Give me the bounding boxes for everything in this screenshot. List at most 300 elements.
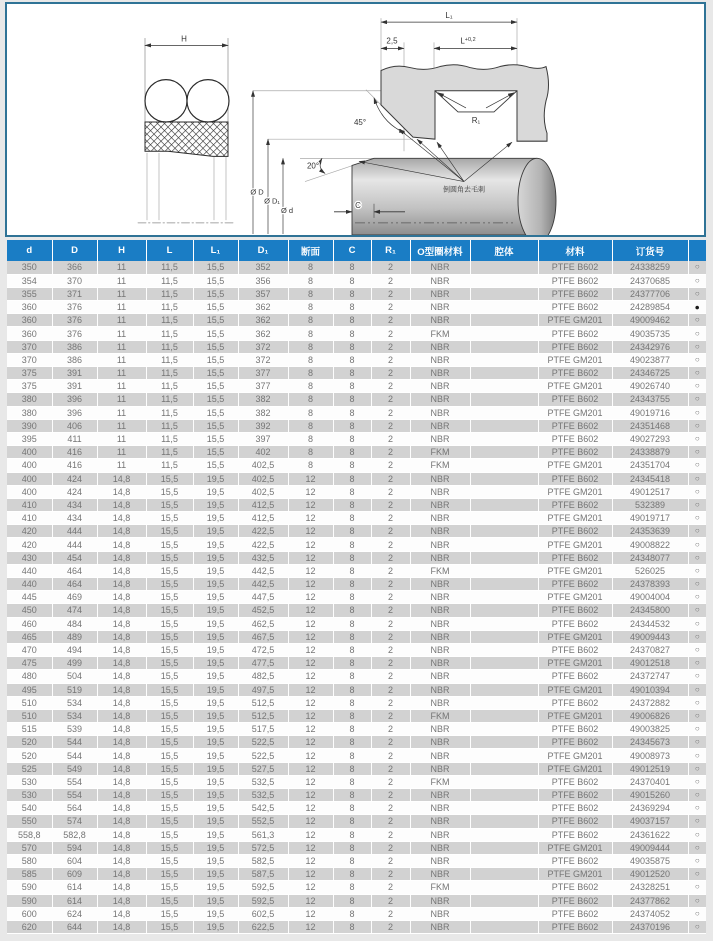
cell: NBR xyxy=(410,591,470,604)
cell: 587,5 xyxy=(238,868,288,881)
cell: 444 xyxy=(52,538,97,551)
cell: 472,5 xyxy=(238,643,288,656)
cell: 470 xyxy=(7,643,52,656)
cell: 15,5 xyxy=(193,419,238,432)
table-row xyxy=(7,419,706,432)
cell: 8 xyxy=(333,551,371,564)
cell: 8 xyxy=(333,854,371,867)
cell: 370 xyxy=(7,353,52,366)
cell: 12 xyxy=(288,696,333,709)
cell: 19,5 xyxy=(193,736,238,749)
availability-mark: ○ xyxy=(688,815,706,828)
cell: NBR xyxy=(410,762,470,775)
cell: 14,8 xyxy=(97,551,146,564)
cell: 14,8 xyxy=(97,854,146,867)
cell: 8 xyxy=(333,380,371,393)
cell xyxy=(470,696,538,709)
cell xyxy=(470,591,538,604)
cell: 11 xyxy=(97,274,146,287)
cell: 24378393 xyxy=(612,578,688,591)
table-row xyxy=(7,261,706,274)
cell: 8 xyxy=(288,340,333,353)
cell: NBR xyxy=(410,287,470,300)
cell: 15,5 xyxy=(146,881,193,894)
cell: NBR xyxy=(410,498,470,511)
cell: 24342976 xyxy=(612,340,688,353)
cell: 8 xyxy=(288,274,333,287)
cell: 8 xyxy=(333,446,371,459)
cell xyxy=(470,314,538,327)
cell: 19,5 xyxy=(193,630,238,643)
availability-mark: ○ xyxy=(688,485,706,498)
cell: 540 xyxy=(7,802,52,815)
table-row xyxy=(7,723,706,736)
cell: 12 xyxy=(288,868,333,881)
cell: 8 xyxy=(333,828,371,841)
cell: 11 xyxy=(97,406,146,419)
cell: 19,5 xyxy=(193,868,238,881)
cell: 377 xyxy=(238,380,288,393)
table-row xyxy=(7,485,706,498)
cell: 15,5 xyxy=(146,591,193,604)
availability-mark: ○ xyxy=(688,683,706,696)
cell: 15,5 xyxy=(193,367,238,380)
cell: 422,5 xyxy=(238,538,288,551)
cell: 19,5 xyxy=(193,894,238,907)
cell: 12 xyxy=(288,762,333,775)
dim-25-label: 2,5 xyxy=(386,36,398,46)
cell: 11 xyxy=(97,287,146,300)
cell: 49026740 xyxy=(612,380,688,393)
cell: 386 xyxy=(52,340,97,353)
table-row xyxy=(7,617,706,630)
cell: 8 xyxy=(333,789,371,802)
technical-drawing xyxy=(7,4,704,235)
cell: 391 xyxy=(52,367,97,380)
table-row xyxy=(7,789,706,802)
cell: 8 xyxy=(333,525,371,538)
cell: 11,5 xyxy=(146,419,193,432)
cell: 2 xyxy=(371,578,410,591)
cell: 2 xyxy=(371,287,410,300)
cell: 2 xyxy=(371,512,410,525)
availability-mark: ○ xyxy=(688,696,706,709)
cell xyxy=(470,301,538,314)
cell: 11 xyxy=(97,301,146,314)
cell xyxy=(470,630,538,643)
availability-mark: ○ xyxy=(688,789,706,802)
cell: PTFE B602 xyxy=(538,604,612,617)
cell: 8 xyxy=(333,841,371,854)
table-row xyxy=(7,340,706,353)
cell: 397 xyxy=(238,432,288,445)
dia-d-label: Ø d xyxy=(280,205,294,215)
availability-mark: ○ xyxy=(688,841,706,854)
cell: 49012519 xyxy=(612,762,688,775)
cell: 350 xyxy=(7,261,52,274)
cell: 2 xyxy=(371,340,410,353)
cell: 12 xyxy=(288,485,333,498)
cell: PTFE GM201 xyxy=(538,868,612,881)
cell: 14,8 xyxy=(97,920,146,933)
cell: FKM xyxy=(410,709,470,722)
cell: 366 xyxy=(52,261,97,274)
cell: 534 xyxy=(52,696,97,709)
cell: 380 xyxy=(7,393,52,406)
cell: 15,5 xyxy=(146,657,193,670)
cell: 11 xyxy=(97,327,146,340)
cell xyxy=(470,393,538,406)
cell: 376 xyxy=(52,314,97,327)
cell: 2 xyxy=(371,802,410,815)
cell: 12 xyxy=(288,578,333,591)
availability-mark: ○ xyxy=(688,261,706,274)
cell: 15,5 xyxy=(146,868,193,881)
cell xyxy=(470,643,538,656)
cell: 15,5 xyxy=(146,617,193,630)
column-header: 腔体 xyxy=(470,240,538,261)
cell: NBR xyxy=(410,380,470,393)
table-row xyxy=(7,630,706,643)
cell: PTFE B602 xyxy=(538,578,612,591)
cell: 14,8 xyxy=(97,815,146,828)
cell: 15,5 xyxy=(146,907,193,920)
cell: 8 xyxy=(333,643,371,656)
cell: 360 xyxy=(7,314,52,327)
cell: PTFE B602 xyxy=(538,367,612,380)
cell: 8 xyxy=(333,604,371,617)
cell: NBR xyxy=(410,432,470,445)
installation-drawing xyxy=(250,11,556,235)
cell: PTFE B602 xyxy=(538,723,612,736)
cell: 2 xyxy=(371,670,410,683)
cell: 2 xyxy=(371,498,410,511)
shaft-end-cap xyxy=(518,158,556,235)
cell: 19,5 xyxy=(193,578,238,591)
cell: 561,3 xyxy=(238,828,288,841)
cell: 376 xyxy=(52,301,97,314)
cell: 49035735 xyxy=(612,327,688,340)
cell: NBR xyxy=(410,696,470,709)
table-row xyxy=(7,551,706,564)
cell: 14,8 xyxy=(97,472,146,485)
cell: NBR xyxy=(410,551,470,564)
cell xyxy=(470,419,538,432)
cell: 360 xyxy=(7,301,52,314)
cell: 362 xyxy=(238,314,288,327)
cell: 24348077 xyxy=(612,551,688,564)
cell: 15,5 xyxy=(193,380,238,393)
cell: 8 xyxy=(333,340,371,353)
cell: PTFE B602 xyxy=(538,907,612,920)
cell: 609 xyxy=(52,868,97,881)
cell: 14,8 xyxy=(97,591,146,604)
cell: 19,5 xyxy=(193,670,238,683)
cell: PTFE GM201 xyxy=(538,406,612,419)
cell: 14,8 xyxy=(97,828,146,841)
availability-mark: ○ xyxy=(688,736,706,749)
availability-mark: ○ xyxy=(688,907,706,920)
cell: 377 xyxy=(238,367,288,380)
cell: PTFE B602 xyxy=(538,920,612,933)
cell: 2 xyxy=(371,775,410,788)
cell: 515 xyxy=(7,723,52,736)
cell: PTFE GM201 xyxy=(538,459,612,472)
table-row xyxy=(7,446,706,459)
cell xyxy=(470,723,538,736)
cell: 382 xyxy=(238,393,288,406)
cell: 512,5 xyxy=(238,709,288,722)
cell: 2 xyxy=(371,683,410,696)
cell xyxy=(470,815,538,828)
cell: 522,5 xyxy=(238,736,288,749)
cell: 12 xyxy=(288,749,333,762)
cell: NBR xyxy=(410,340,470,353)
cell: PTFE B602 xyxy=(538,828,612,841)
cell: 24369294 xyxy=(612,802,688,815)
cell xyxy=(470,274,538,287)
cell: 2 xyxy=(371,920,410,933)
column-header: 材料 xyxy=(538,240,612,261)
cell: 12 xyxy=(288,538,333,551)
cell: PTFE GM201 xyxy=(538,709,612,722)
cell: 380 xyxy=(7,406,52,419)
cell: 14,8 xyxy=(97,485,146,498)
cell: 19,5 xyxy=(193,525,238,538)
cell: 8 xyxy=(333,432,371,445)
cell: 49006826 xyxy=(612,709,688,722)
cell: 602,5 xyxy=(238,907,288,920)
cell xyxy=(470,551,538,564)
cell xyxy=(470,709,538,722)
cell: 574 xyxy=(52,815,97,828)
table-row xyxy=(7,327,706,340)
cell: 585 xyxy=(7,868,52,881)
table-row xyxy=(7,512,706,525)
table-row xyxy=(7,459,706,472)
cell: 19,5 xyxy=(193,775,238,788)
cell: 15,5 xyxy=(146,683,193,696)
cell: 12 xyxy=(288,551,333,564)
cell: NBR xyxy=(410,485,470,498)
availability-mark: ○ xyxy=(688,472,706,485)
cell: 14,8 xyxy=(97,670,146,683)
cell: 11 xyxy=(97,419,146,432)
availability-mark: ○ xyxy=(688,353,706,366)
cell: 469 xyxy=(52,591,97,604)
cell: 412,5 xyxy=(238,512,288,525)
column-header xyxy=(688,240,706,261)
cell: 15,5 xyxy=(193,432,238,445)
availability-mark: ○ xyxy=(688,775,706,788)
cell: 396 xyxy=(52,393,97,406)
groove-profile xyxy=(435,91,517,112)
cell: 49008822 xyxy=(612,538,688,551)
cell: 406 xyxy=(52,419,97,432)
cell: 8 xyxy=(288,393,333,406)
cell: 2 xyxy=(371,630,410,643)
cell: NBR xyxy=(410,907,470,920)
cell: 8 xyxy=(333,868,371,881)
cell: 434 xyxy=(52,498,97,511)
cell: 19,5 xyxy=(193,854,238,867)
cell: 580 xyxy=(7,854,52,867)
cell: 460 xyxy=(7,617,52,630)
cell: 510 xyxy=(7,709,52,722)
cell xyxy=(470,340,538,353)
column-header: D₁ xyxy=(238,240,288,261)
cell: PTFE GM201 xyxy=(538,683,612,696)
cell: 19,5 xyxy=(193,683,238,696)
table-row xyxy=(7,314,706,327)
cell: 2 xyxy=(371,907,410,920)
cell: 19,5 xyxy=(193,907,238,920)
column-header: d xyxy=(7,240,52,261)
cell: 504 xyxy=(52,670,97,683)
cell: 8 xyxy=(333,709,371,722)
cell: 19,5 xyxy=(193,881,238,894)
cell: 49009444 xyxy=(612,841,688,854)
cell: NBR xyxy=(410,868,470,881)
cell: 49009443 xyxy=(612,630,688,643)
cell: 19,5 xyxy=(193,617,238,630)
cell: 15,5 xyxy=(146,485,193,498)
table-row xyxy=(7,881,706,894)
cell: PTFE B602 xyxy=(538,551,612,564)
cell: 400 xyxy=(7,472,52,485)
cell xyxy=(470,802,538,815)
cell: 19,5 xyxy=(193,815,238,828)
cell: 8 xyxy=(288,406,333,419)
availability-mark: ○ xyxy=(688,367,706,380)
cell: 2 xyxy=(371,406,410,419)
cell: 396 xyxy=(52,406,97,419)
availability-mark: ○ xyxy=(688,406,706,419)
table-row xyxy=(7,432,706,445)
cell: 15,5 xyxy=(146,828,193,841)
cell: NBR xyxy=(410,538,470,551)
cell: PTFE B602 xyxy=(538,432,612,445)
cell: 2 xyxy=(371,564,410,577)
cell: 512,5 xyxy=(238,696,288,709)
cell: 15,5 xyxy=(146,472,193,485)
cell: 14,8 xyxy=(97,762,146,775)
cell: 8 xyxy=(333,578,371,591)
cell: 14,8 xyxy=(97,907,146,920)
cell xyxy=(470,287,538,300)
cell: PTFE B602 xyxy=(538,643,612,656)
cell: 24345418 xyxy=(612,472,688,485)
cell: 8 xyxy=(333,920,371,933)
table-row xyxy=(7,736,706,749)
cell: 19,5 xyxy=(193,485,238,498)
h-dim-label: H xyxy=(181,34,187,44)
availability-mark: ○ xyxy=(688,538,706,551)
cell: 482,5 xyxy=(238,670,288,683)
cell: PTFE GM201 xyxy=(538,657,612,670)
cell: 2 xyxy=(371,736,410,749)
cell: 19,5 xyxy=(193,512,238,525)
table-row xyxy=(7,802,706,815)
availability-mark: ○ xyxy=(688,723,706,736)
cell: 11,5 xyxy=(146,353,193,366)
cell: 24328251 xyxy=(612,881,688,894)
cell: 14,8 xyxy=(97,696,146,709)
cell: 19,5 xyxy=(193,841,238,854)
cell: 11 xyxy=(97,393,146,406)
cell: PTFE GM201 xyxy=(538,485,612,498)
table-row xyxy=(7,578,706,591)
cell: 19,5 xyxy=(193,723,238,736)
cell: PTFE B602 xyxy=(538,775,612,788)
cell: 402,5 xyxy=(238,459,288,472)
table-row xyxy=(7,498,706,511)
cell: 432,5 xyxy=(238,551,288,564)
cell: PTFE B602 xyxy=(538,670,612,683)
cell: 544 xyxy=(52,736,97,749)
cell: 11,5 xyxy=(146,367,193,380)
cell: PTFE GM201 xyxy=(538,353,612,366)
cell: 8 xyxy=(333,683,371,696)
cell: FKM xyxy=(410,327,470,340)
cell: 550 xyxy=(7,815,52,828)
cell: PTFE B602 xyxy=(538,736,612,749)
cell xyxy=(470,380,538,393)
cell: 49009462 xyxy=(612,314,688,327)
cell: 24351704 xyxy=(612,459,688,472)
cell: 15,5 xyxy=(146,815,193,828)
cell: 422,5 xyxy=(238,525,288,538)
cell: 8 xyxy=(333,723,371,736)
cell: NBR xyxy=(410,261,470,274)
cell: 14,8 xyxy=(97,604,146,617)
cell: 11,5 xyxy=(146,274,193,287)
cell: 11 xyxy=(97,459,146,472)
cell xyxy=(470,894,538,907)
cell: PTFE B602 xyxy=(538,617,612,630)
cell xyxy=(470,446,538,459)
table-row xyxy=(7,775,706,788)
cell: 11 xyxy=(97,446,146,459)
cell: 15,5 xyxy=(193,274,238,287)
cell: 11,5 xyxy=(146,393,193,406)
cell: NBR xyxy=(410,854,470,867)
cell: 8 xyxy=(288,446,333,459)
cell: 400 xyxy=(7,446,52,459)
cell: 544 xyxy=(52,749,97,762)
cell: 15,5 xyxy=(146,643,193,656)
cell: 11,5 xyxy=(146,287,193,300)
cell: 592,5 xyxy=(238,881,288,894)
cell: 8 xyxy=(333,353,371,366)
cell: 8 xyxy=(333,287,371,300)
cell: 2 xyxy=(371,472,410,485)
availability-mark: ○ xyxy=(688,419,706,432)
cell: NBR xyxy=(410,419,470,432)
cell: 400 xyxy=(7,485,52,498)
cell: 19,5 xyxy=(193,643,238,656)
cell xyxy=(470,749,538,762)
cell xyxy=(470,881,538,894)
cell: PTFE GM201 xyxy=(538,630,612,643)
cell: 2 xyxy=(371,789,410,802)
cell: 8 xyxy=(288,327,333,340)
availability-mark: ○ xyxy=(688,630,706,643)
cell: 2 xyxy=(371,367,410,380)
cell: 410 xyxy=(7,498,52,511)
cell: 484 xyxy=(52,617,97,630)
cell: 12 xyxy=(288,604,333,617)
